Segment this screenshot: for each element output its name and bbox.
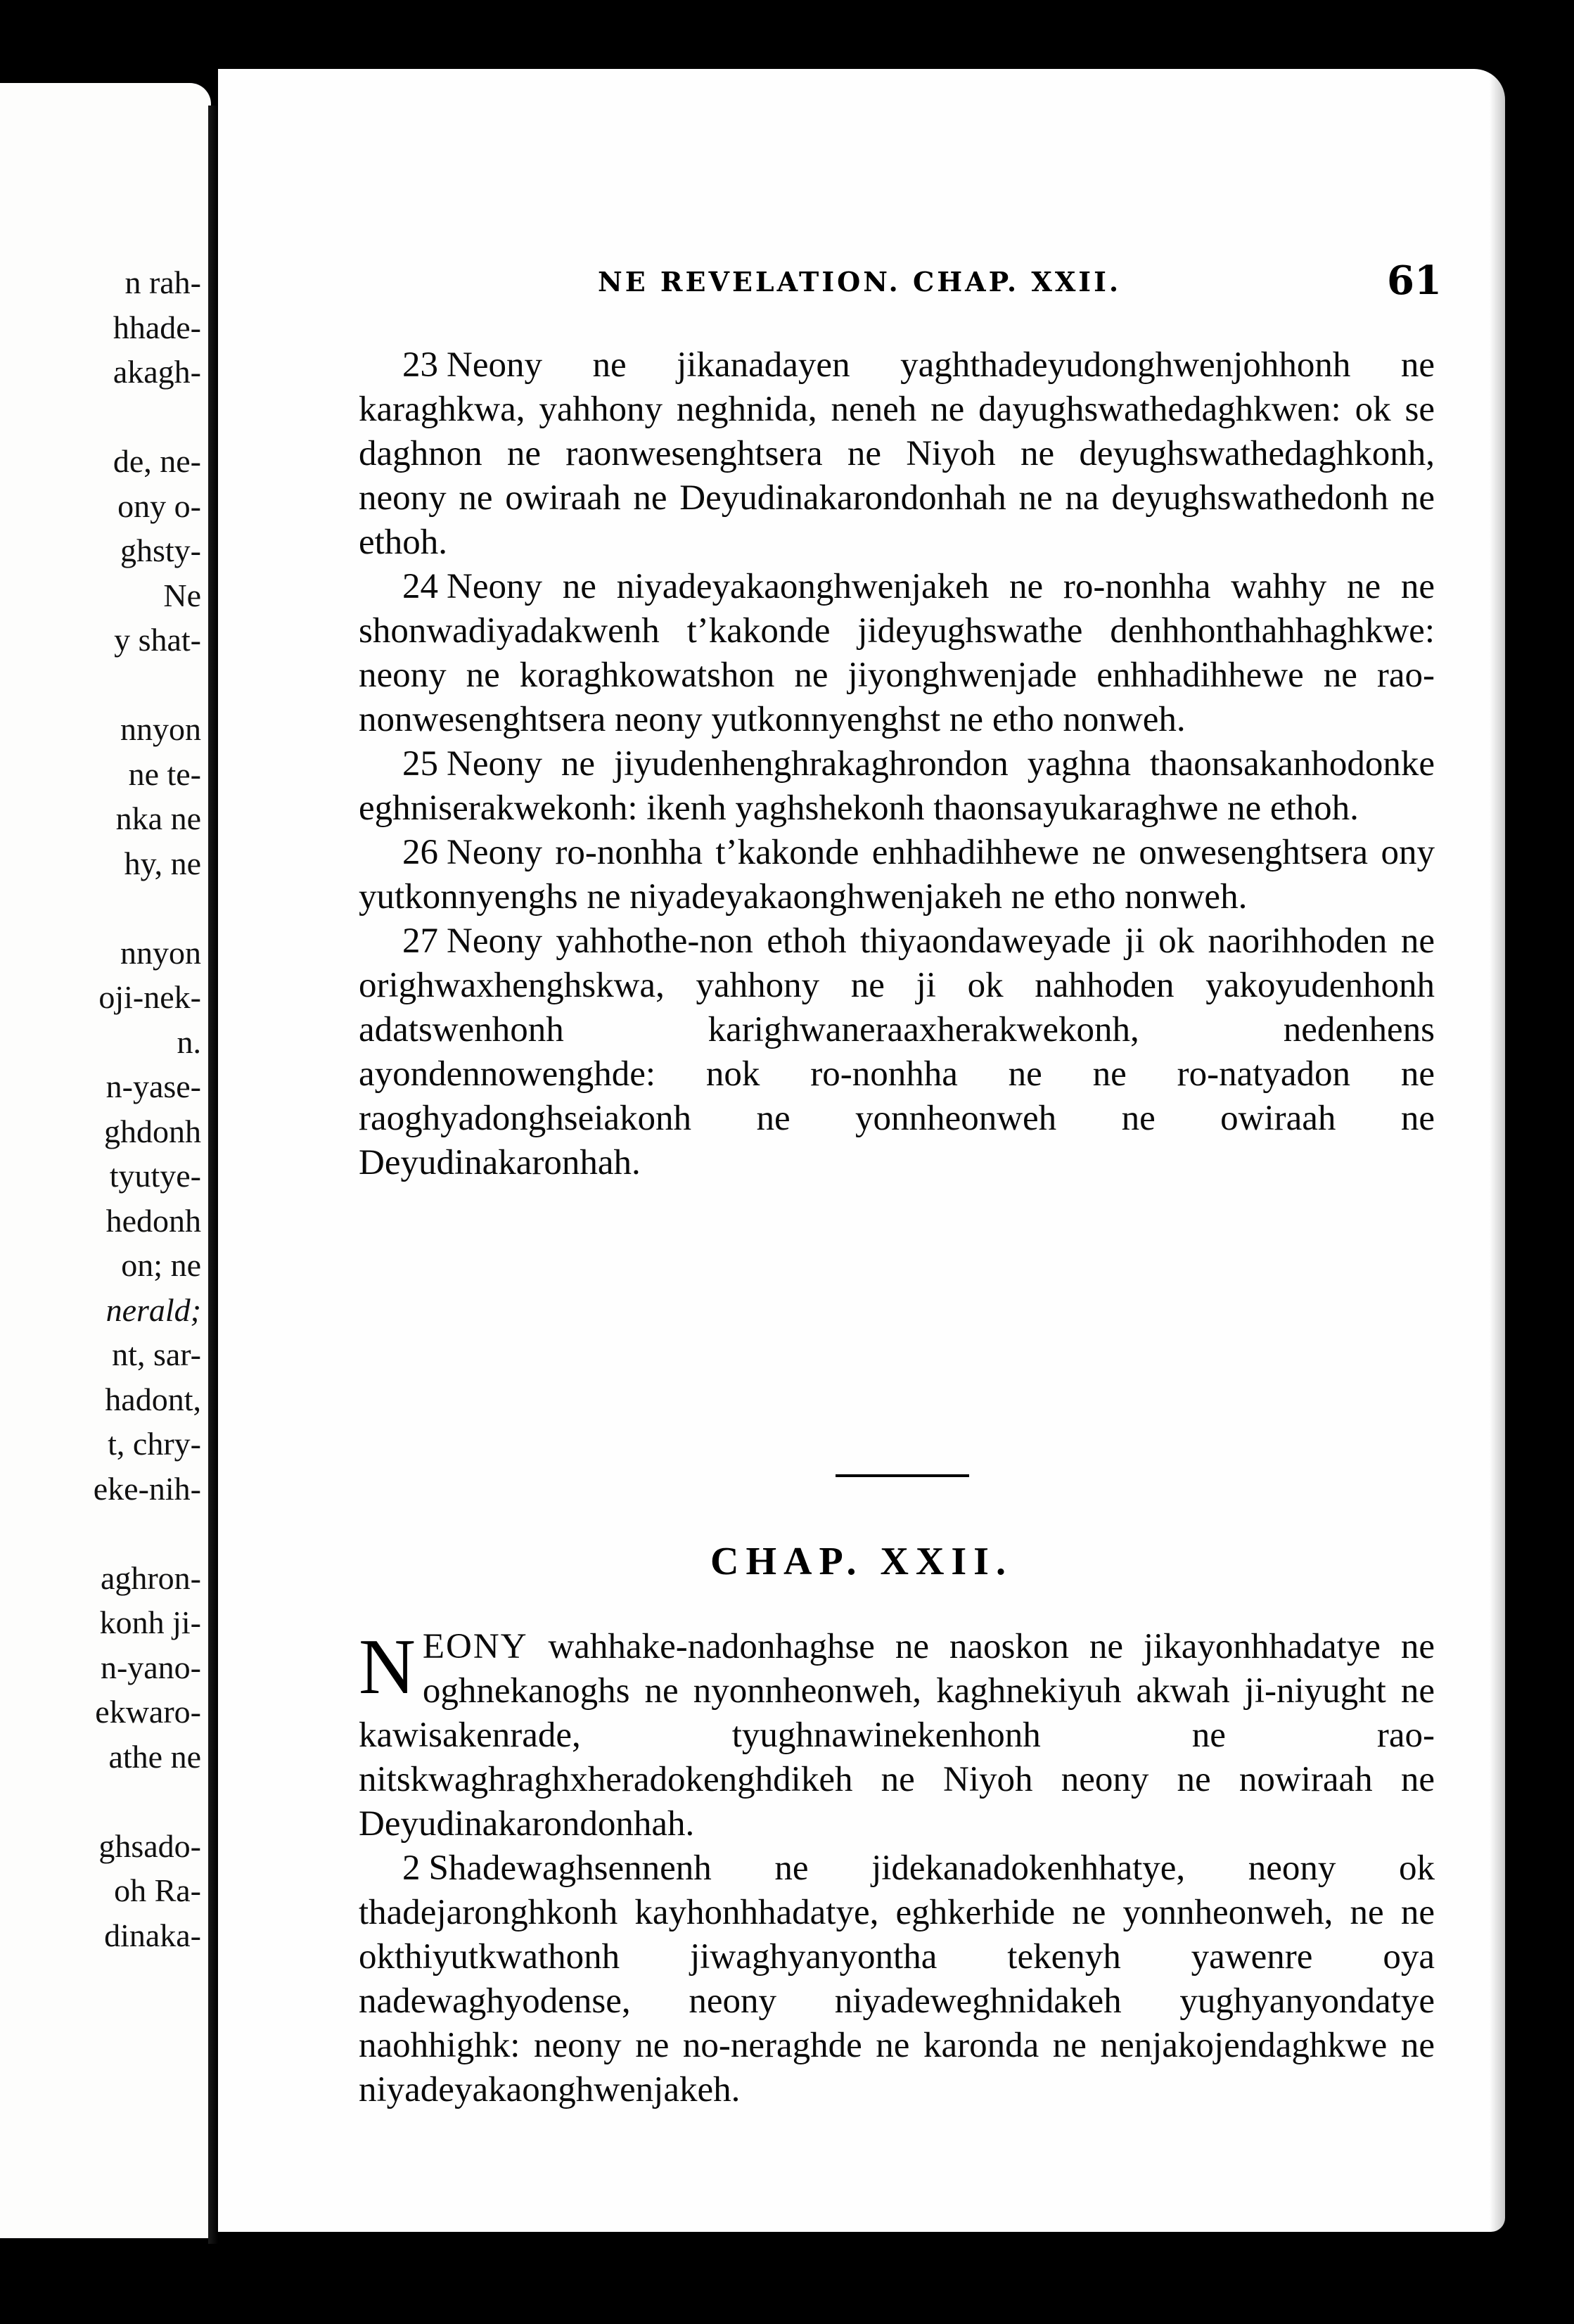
book-gutter	[208, 106, 218, 2244]
verse-text: Neony ne jiyudenhenghrakaghrondon yaghna thaonsakanhodonke eghniserakwekonh: ikenh yaghshekonh thaonsayukaraghwe ne ethoh.	[359, 744, 1435, 828]
previous-page-line: hhade-	[113, 309, 201, 345]
previous-page-line: konh ji-	[99, 1604, 201, 1640]
verse-text: Neony ne jikanadayen yaghthadeyudonghwenjohhonh ne karaghkwa, yahhony neghnida, neneh ne dayughswathedaghkwen: ok se daghnon ne raonwesenghtsera ne Niyoh ne deyughswathedaghkonh, neony ne owiraah ne Deyudinakarondonhah ne na deyughswathedonh ne ethoh.	[359, 345, 1435, 562]
verse-paragraph	[359, 1625, 1435, 1846]
previous-page-line: nnyon	[120, 711, 201, 747]
book-page	[218, 69, 1505, 2232]
previous-page-line: n-yano-	[100, 1649, 201, 1685]
previous-page-line: on; ne	[121, 1247, 201, 1283]
previous-page-line: ghdonh	[104, 1113, 201, 1149]
verse-paragraph	[359, 831, 1435, 919]
verse-text: Neony ne niyadeyakaonghwenjakeh ne ro-nonhha wahhy ne ne shonwadiyadakwenh t’kakonde jideyughswathe denhhonthahhaghkwe: neony ne koraghkowatshon ne jiyonghwenjade enhhadihhewe ne rao-nonwesenghtsera neony yutkonnyenghst ne etho nonweh.	[359, 567, 1435, 739]
verse-paragraph	[359, 343, 1435, 565]
previous-page-line: t, chry-	[108, 1426, 201, 1462]
current-chapter-verses	[359, 1625, 1435, 2112]
previous-page-fragment	[0, 83, 211, 2238]
previous-page-line: nerald;	[105, 1291, 201, 1328]
previous-page-line: oh Ra-	[114, 1872, 201, 1908]
previous-page-line: n rah-	[124, 264, 201, 300]
verse-number: 27	[402, 921, 438, 961]
previous-page-line: hadont,	[105, 1381, 201, 1417]
previous-page-line: nt, sar-	[112, 1336, 201, 1372]
previous-page-line: hedonh	[105, 1202, 201, 1239]
verse-paragraph	[359, 1846, 1435, 2112]
drop-cap: N	[359, 1623, 416, 1711]
previous-page-line: oji-nek-	[98, 979, 201, 1015]
previous-page-line: ekwaro-	[95, 1694, 201, 1730]
previous-page-line: nnyon	[120, 934, 201, 971]
previous-page-line: eke-nih-	[93, 1470, 201, 1507]
previous-page-line: athe ne	[108, 1738, 201, 1775]
page-edge-shadow	[1490, 69, 1505, 2232]
running-head	[218, 257, 1505, 314]
previous-page-line: de, ne-	[113, 443, 201, 479]
verse-text: wahhake-nadonhaghse ne naoskon ne jikayonhhadatye ne oghnekanoghs ne nyonnheonweh, kaghnekiyuh akwah ji-niyught ne kawisakenrade, tyughnawinekenhonh ne rao-nitskwaghraghxheradokenghdikeh ne Niyoh neony ne nowiraah ne Deyudinakarondonhah.	[359, 1627, 1435, 1844]
previous-page-line: nka ne	[115, 800, 201, 836]
previous-page-line: dinaka-	[104, 1917, 201, 1953]
previous-page-line: tyutye-	[109, 1158, 201, 1194]
previous-page-line: akagh-	[113, 354, 201, 390]
previous-page-line: ony o-	[117, 487, 201, 524]
previous-page-line: ghsado-	[98, 1827, 201, 1864]
previous-page-line: n.	[177, 1023, 201, 1060]
verse-paragraph	[359, 742, 1435, 831]
previous-page-line: ghsty-	[120, 532, 201, 568]
running-head-title: NE REVELATION. CHAP. XXII.	[598, 266, 1122, 298]
section-divider-rule	[836, 1474, 969, 1477]
previous-page-line: Ne	[163, 577, 201, 613]
previous-page-line: hy, ne	[124, 845, 201, 881]
verse-text: Shadewaghsennenh ne jidekanadokenhhatye, neony ok thadejaronghkonh kayhonhhadatye, eghkerhide ne yonnheonweh, ne ne okthiyutkwathonh jiwaghyanyontha tekenyh yawenre oya nadewaghyodense, neony niyadeweghnidakeh yughyanyondatye naohhighk: neony ne no-neraghde ne karonda ne nenjakojendaghkwe ne niyadeyakaonghwenjakeh.	[359, 1849, 1435, 2109]
verse-paragraph	[359, 919, 1435, 1185]
previous-page-line: ne te-	[128, 755, 201, 792]
first-word-rest: EONY	[422, 1627, 528, 1666]
previous-page-line: aghron-	[100, 1559, 201, 1596]
verse-number: 25	[402, 744, 438, 784]
verse-paragraph	[359, 565, 1435, 742]
verse-number: 24	[402, 567, 438, 606]
verse-text: Neony yahhothe-non ethoh thiyaondaweyade ji ok naorihhoden ne orighwaxhenghskwa, yahhony ne ji ok nahhoden yakoyudenhonh adatswenhonh karighwaneraaxherakwekonh, nedenhens ayondennowenghde: nok ro-nonhha ne ne ro-natyadon ne raoghyadonghseiakonh ne yonnheonweh ne owiraah ne Deyudinakaronhah.	[359, 921, 1435, 1182]
verse-number: 23	[402, 345, 438, 385]
page-number: 61	[1387, 257, 1442, 304]
previous-page-line: y shat-	[114, 622, 201, 658]
verse-number: 26	[402, 833, 438, 872]
verse-number: 2	[402, 1849, 421, 1888]
verse-text: Neony ro-nonhha t’kakonde enhhadihhewe ne onwesenghtsera ony yutkonnyenghs ne niyadeyakaonghwenjakeh ne etho nonweh.	[359, 833, 1435, 917]
previous-page-line: n-yase-	[105, 1068, 201, 1104]
chapter-heading: CHAP. XXII.	[710, 1540, 1013, 1583]
previous-chapter-verses	[359, 343, 1435, 1185]
